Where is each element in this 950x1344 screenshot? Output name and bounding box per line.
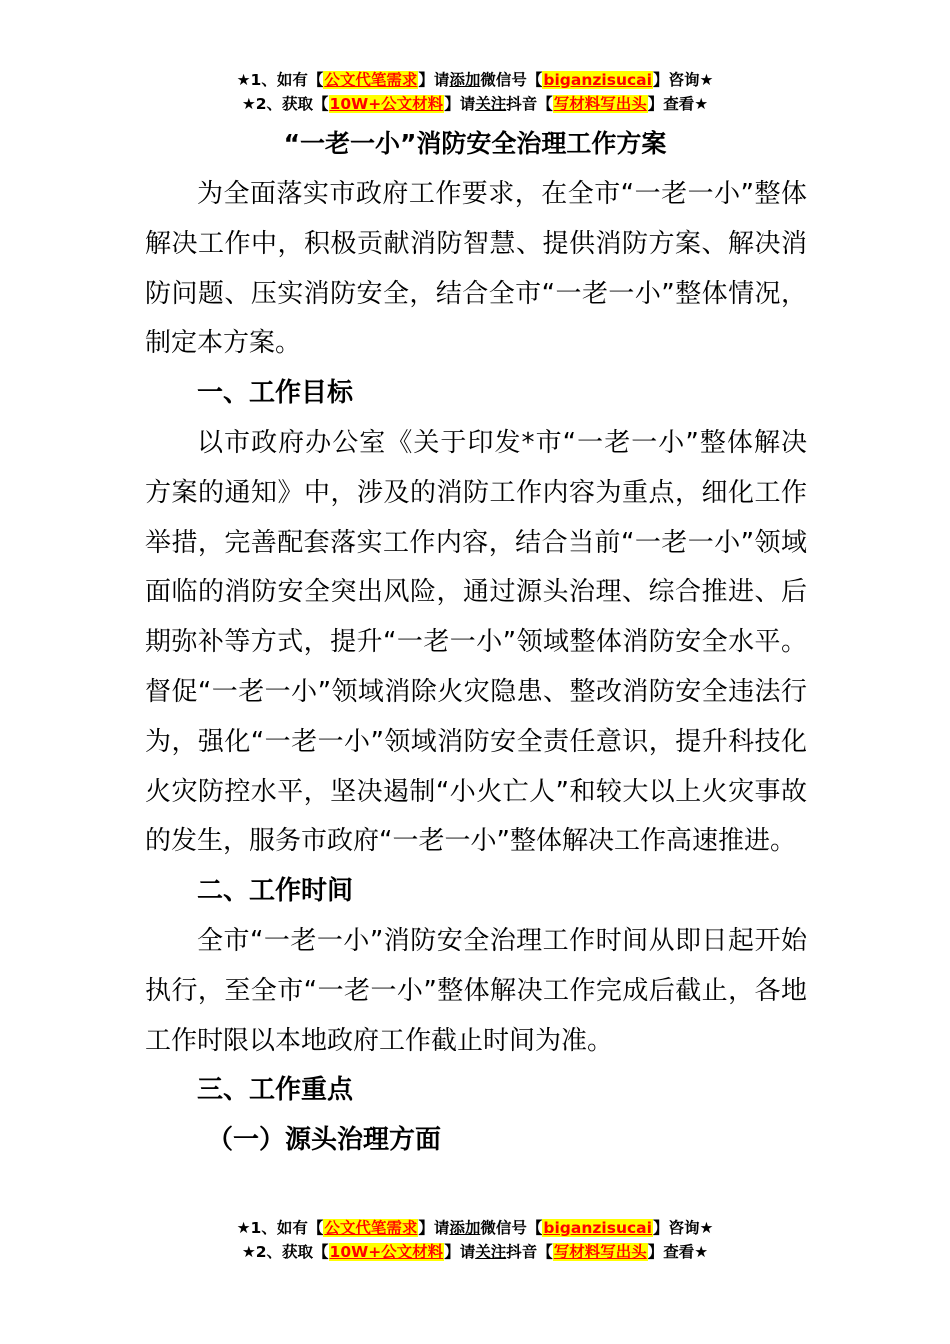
section-heading: 二、工作时间 [197, 876, 354, 907]
promo-line-2 [0, 1240, 950, 1264]
promo-text: ★1、如有【 [236, 71, 324, 89]
section-heading: 三、工作重点 [197, 1075, 354, 1106]
promo-highlight: biganzisucai [543, 1219, 652, 1237]
subsection-heading: （一）源头治理方面 [207, 1125, 442, 1156]
promo-text: 微信号【 [480, 71, 543, 89]
promo-underlined: 关注 [475, 1243, 507, 1261]
promo-banner-top [0, 68, 950, 116]
promo-underlined: 添加 [449, 71, 481, 89]
promo-text: 】请 [418, 71, 450, 89]
promo-text: ★2、获取【 [241, 95, 329, 113]
document-title: “一老一小”消防安全治理工作方案 [283, 129, 667, 158]
promo-line-1 [0, 68, 950, 92]
promo-highlight: 写材料写出头 [553, 1243, 647, 1261]
promo-text: 】查看★ [647, 1243, 709, 1261]
promo-text: 】请 [444, 95, 476, 113]
promo-highlight: biganzisucai [543, 71, 652, 89]
promo-highlight: 10W+公文材料 [329, 95, 444, 113]
promo-text: 】查看★ [647, 95, 709, 113]
promo-highlight: 写材料写出头 [553, 95, 647, 113]
promo-banner-bottom [0, 1216, 950, 1264]
promo-text: ★2、获取【 [241, 1243, 329, 1261]
document-body [145, 170, 807, 1166]
intro-paragraph: 为全面落实市政府工作要求，在全市“一老一小”整体解决工作中，积极贡献消防智慧、提供消防方案、解决消防问题、压实消防安全，结合全市“一老一小”整体情况，制定本方案。 [145, 179, 807, 359]
promo-text: ★1、如有【 [236, 1219, 324, 1237]
promo-line-1 [0, 1216, 950, 1240]
promo-text: 】请 [444, 1243, 476, 1261]
promo-text: 】咨询★ [652, 71, 714, 89]
promo-underlined: 添加 [449, 1219, 481, 1237]
promo-text: 抖音【 [506, 95, 553, 113]
promo-highlight: 公文代笔需求 [324, 1219, 418, 1237]
section-paragraph: 以市政府办公室《关于印发*市“一老一小”整体解决方案的通知》中，涉及的消防工作内容为重点，细化工作举措，完善配套落实工作内容，结合当前“一老一小”领域面临的消防安全突出风险，通过源头治理、综合推进、后期弥补等方式，提升“一老一小”领域整体消防安全水平。督促“一老一小”领域消除火灾隐患、整改消防安全违法行为，强化“一老一小”领域消防安全责任意识，提升科技化火灾防控水平，坚决遏制“小火亡人”和较大以上火灾事故的发生，服务市政府“一老一小”整体解决工作高速推进。 [145, 427, 807, 857]
promo-text: 微信号【 [480, 1219, 543, 1237]
promo-text: 抖音【 [506, 1243, 553, 1261]
promo-highlight: 10W+公文材料 [329, 1243, 444, 1261]
promo-line-2 [0, 92, 950, 116]
section-heading: 一、工作目标 [197, 378, 354, 409]
promo-highlight: 公文代笔需求 [324, 71, 418, 89]
section-paragraph: 全市“一老一小”消防安全治理工作时间从即日起开始执行，至全市“一老一小”整体解决工作完成后截止，各地工作时限以本地政府工作截止时间为准。 [145, 925, 807, 1056]
promo-text: 】咨询★ [652, 1219, 714, 1237]
promo-underlined: 关注 [475, 95, 507, 113]
promo-text: 】请 [418, 1219, 450, 1237]
